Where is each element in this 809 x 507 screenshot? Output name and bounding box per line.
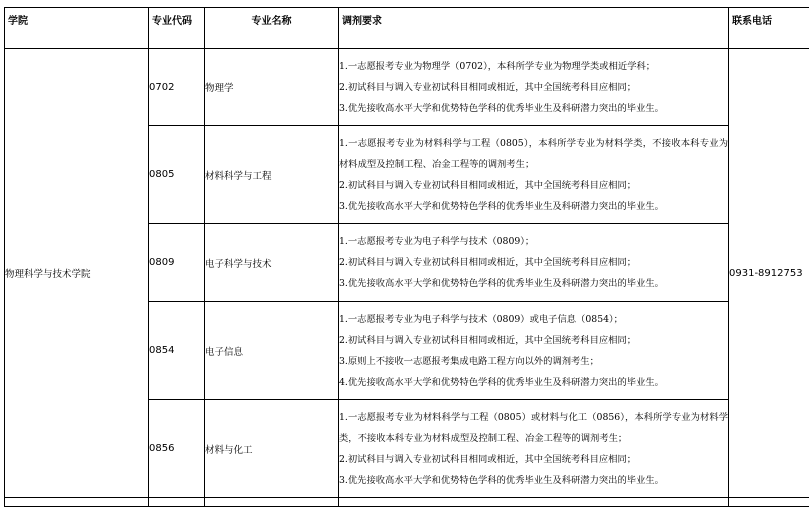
table-row (5, 49, 809, 126)
requirement-item: 2.初试科目与调入专业初试科目相同或相近，其中全国统考科目应相同； (339, 330, 728, 351)
major-code: 0805 (149, 126, 205, 224)
header-requirements: 调剂要求 (339, 8, 729, 49)
requirements-cell (339, 49, 729, 126)
requirement-item: 3.优先接收高水平大学和优势特色学科的优秀毕业生及科研潜力突出的毕业生。 (339, 98, 728, 119)
requirement-item: 2.初试科目与调入专业初试科目相同或相近，其中全国统考科目应相同； (339, 252, 728, 273)
major-code: 0856 (149, 400, 205, 498)
major-code: 0702 (149, 49, 205, 126)
requirement-item: 3.优先接收高水平大学和优势特色学科的优秀毕业生及科研潜力突出的毕业生。 (339, 273, 728, 294)
major-name: 材料与化工 (205, 400, 339, 498)
major-code: 0854 (149, 302, 205, 400)
requirement-item: 2.初试科目与调入专业初试科目相同或相近，其中全国统考科目应相同； (339, 77, 728, 98)
requirements-cell (339, 224, 729, 302)
requirement-item: 1.一志愿报考专业为物理学（0702），本科所学专业为物理学类或相近学科； (339, 56, 728, 77)
empty-cell (205, 498, 339, 507)
empty-cell (729, 498, 809, 507)
requirement-item: 3.优先接收高水平大学和优势特色学科的优秀毕业生及科研潜力突出的毕业生。 (339, 196, 728, 217)
requirements-cell (339, 126, 729, 224)
requirement-item: 1.一志愿报考专业为材料科学与工程（0805）或材料与化工（0856），本科所学专业为材料学类，不接收本科专业为材料成型及控制工程、冶金工程等的调剂考生； (339, 407, 728, 449)
adjustment-table (4, 7, 809, 507)
major-name: 电子信息 (205, 302, 339, 400)
major-code: 0809 (149, 224, 205, 302)
header-code: 专业代码 (149, 8, 205, 49)
requirement-item: 1.一志愿报考专业为电子科学与技术（0809）或电子信息（0854）； (339, 309, 728, 330)
empty-cell (339, 498, 729, 507)
requirements-cell (339, 302, 729, 400)
requirements-cell (339, 400, 729, 498)
requirement-item: 4.优先接收高水平大学和优势特色学科的优秀毕业生及科研潜力突出的毕业生。 (339, 372, 728, 393)
phone-cell: 0931-8912753 (729, 49, 809, 498)
requirement-item: 2.初试科目与调入专业初试科目相同或相近，其中全国统考科目应相同； (339, 449, 728, 470)
header-row (5, 8, 809, 49)
header-phone: 联系电话 (729, 8, 809, 49)
requirement-item: 3.原则上不接收一志愿报考集成电路工程方向以外的调剂考生； (339, 351, 728, 372)
requirement-item: 3.优先接收高水平大学和优势特色学科的优秀毕业生及科研潜力突出的毕业生。 (339, 470, 728, 491)
empty-cell (149, 498, 205, 507)
major-name: 物理学 (205, 49, 339, 126)
requirement-item: 2.初试科目与调入专业初试科目相同或相近，其中全国统考科目应相同； (339, 175, 728, 196)
requirement-item: 1.一志愿报考专业为电子科学与技术（0809）； (339, 231, 728, 252)
college-cell: 物理科学与技术学院 (5, 49, 149, 498)
table-row-partial (5, 498, 809, 507)
header-name: 专业名称 (205, 8, 339, 49)
major-name: 电子科学与技术 (205, 224, 339, 302)
header-college: 学院 (5, 8, 149, 49)
major-name: 材料科学与工程 (205, 126, 339, 224)
empty-cell (5, 498, 149, 507)
requirement-item: 1.一志愿报考专业为材料科学与工程（0805），本科所学专业为材料学类，不接收本科专业为材料成型及控制工程、冶金工程等的调剂考生； (339, 133, 728, 175)
